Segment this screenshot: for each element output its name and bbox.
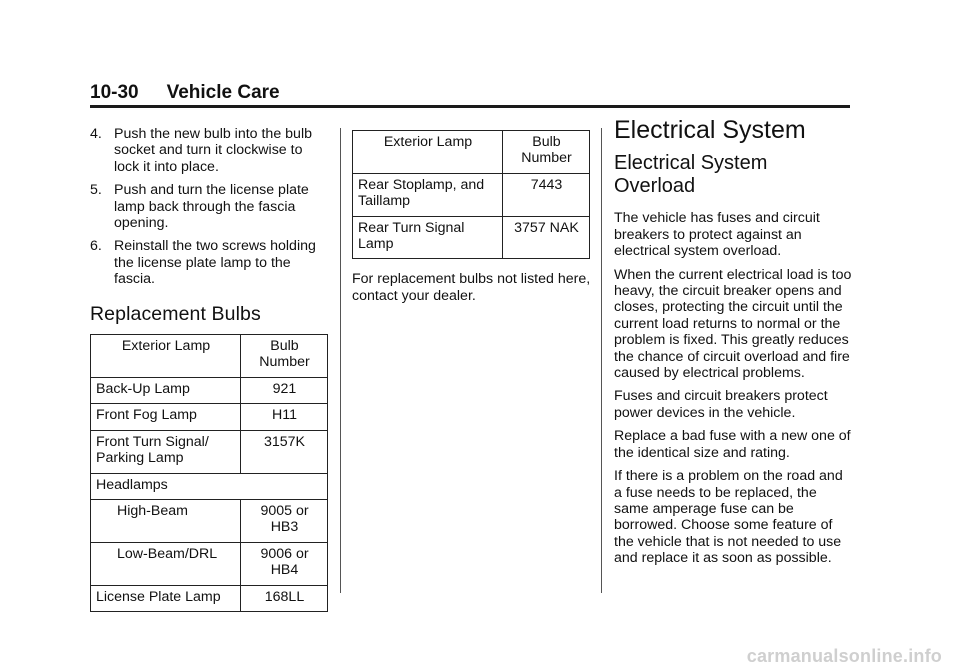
lamp-cell: License Plate Lamp [91, 585, 241, 611]
table-group-row [91, 473, 328, 499]
table-row [353, 216, 590, 259]
page-header [90, 82, 280, 104]
column-left [90, 126, 330, 612]
paragraph: Replace a bad fuse with a new one of the identical size and rating. [614, 428, 851, 461]
electrical-system-title: Electrical System [614, 116, 806, 144]
table-row [91, 377, 328, 403]
bulb-number-cell: H11 [241, 404, 328, 430]
step-text: Reinstall the two screws holding the license plate lamp to the fascia. [114, 238, 316, 288]
dealer-note: For replacement bulbs not listed here, contact your dealer. [352, 271, 591, 304]
group-label-cell: Headlamps [91, 473, 328, 499]
bulb-number-cell: 9006 or HB4 [241, 542, 328, 585]
overload-subtitle: Electrical System Overload [614, 152, 768, 198]
column-header-number: Bulb Number [503, 131, 590, 174]
bulb-number-cell: 7443 [503, 173, 590, 216]
lamp-cell: Back-Up Lamp [91, 377, 241, 403]
table-row [353, 173, 590, 216]
table-row [91, 585, 328, 611]
column-right [614, 116, 854, 574]
page-number: 10-30 [90, 82, 139, 103]
rear-bulbs-table [352, 130, 590, 259]
table-header-row [353, 131, 590, 174]
lamp-cell: Low-Beam/DRL [91, 542, 241, 585]
bulb-number-cell: 921 [241, 377, 328, 403]
column-middle [352, 126, 592, 311]
lamp-cell: Front Turn Signal/ Parking Lamp [91, 430, 241, 473]
step-item [90, 238, 330, 287]
step-number: 6. [90, 238, 102, 255]
watermark-text: carmanualsonline.info [746, 646, 942, 666]
lamp-cell: Rear Stoplamp, and Taillamp [353, 173, 503, 216]
lamp-cell: High-Beam [91, 499, 241, 542]
paragraph: The vehicle has fuses and circuit breakers to protect against an electrical system overload. [614, 210, 820, 260]
paragraph: If there is a problem on the road and a fuse needs to be replaced, the same amperage fuse can be borrowed. Choose some feature of the vehicle that is not needed to use and replace it as soon as possible. [614, 468, 843, 567]
lamp-cell: Rear Turn Signal Lamp [353, 216, 503, 259]
column-divider-2 [601, 128, 602, 593]
table-row [91, 542, 328, 585]
step-number: 5. [90, 182, 102, 199]
table-header-row [91, 335, 328, 378]
step-item [90, 182, 330, 231]
step-text: Push the new bulb into the bulb socket and turn it clockwise to lock it into place. [114, 126, 312, 175]
table-row [91, 404, 328, 430]
lamp-cell: Front Fog Lamp [91, 404, 241, 430]
step-number: 4. [90, 126, 102, 142]
header-rule [90, 105, 850, 108]
section-title: Vehicle Care [166, 82, 280, 103]
column-header-lamp: Exterior Lamp [91, 335, 241, 378]
bulb-number-cell: 3157K [241, 430, 328, 473]
bulb-number-cell: 3757 NAK [503, 216, 590, 259]
paragraph: Fuses and circuit breakers protect power devices in the vehicle. [614, 388, 828, 421]
paragraph: When the current electrical load is too heavy, the circuit breaker opens and closes, protecting the circuit until the current load returns to normal or the problem is fixed. This greatly reduces the chance of circuit overload and fire caused by electrical problems. [614, 266, 852, 382]
bulb-number-cell: 9005 or HB3 [241, 499, 328, 542]
column-divider-1 [340, 128, 341, 593]
table-row [91, 499, 328, 542]
table-row [91, 430, 328, 473]
instruction-steps [90, 126, 330, 288]
step-item [90, 126, 330, 175]
bulb-number-cell: 168LL [241, 585, 328, 611]
replacement-bulbs-table [90, 334, 328, 612]
column-header-number: Bulb Number [241, 335, 328, 378]
replacement-bulbs-heading: Replacement Bulbs [90, 302, 261, 325]
step-text: Push and turn the license plate lamp back through the fascia opening. [114, 182, 309, 232]
column-header-lamp: Exterior Lamp [353, 131, 503, 174]
